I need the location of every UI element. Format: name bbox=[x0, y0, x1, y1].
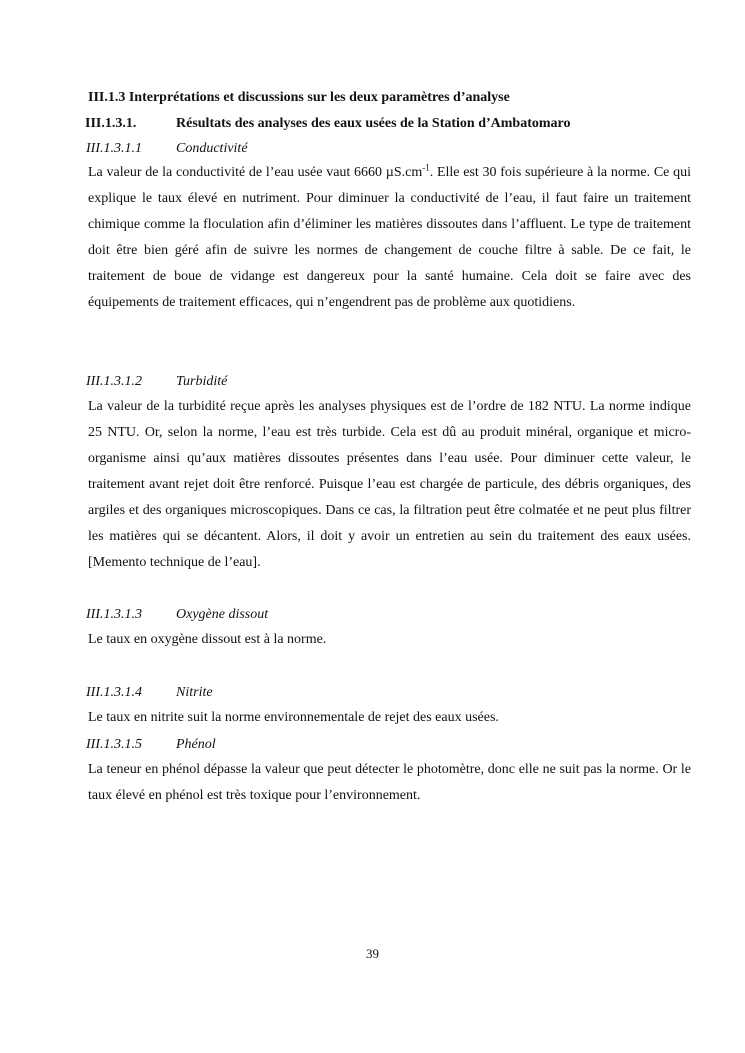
section-number: III.1.3 bbox=[88, 90, 126, 105]
unit-exponent: -1 bbox=[422, 162, 430, 173]
heading-title: Conductivité bbox=[176, 141, 248, 156]
paragraph-text: . Elle est 30 fois supérieure à la norme. Ce qui explique le taux élevé en nutriment. Pour diminuer la conductivité de l’eau, il faut faire un traitement chimique comme la floculation afin d’éliminer les matières dissoutes dans l’affluent. Le type de traitement doit être bien géré afin de suivre les normes de changement de couche filtre à sable. De ce fait, le traitement de boue de vidange est dangereux pour la santé humaine. Cela doit se faire avec des équipements de traitement efficaces, qui n’engendrent pas de problème aux quotidiens. bbox=[88, 165, 691, 310]
paragraph-conductivite bbox=[88, 160, 691, 316]
heading-number: III.1.3.1.3 bbox=[86, 607, 142, 622]
paragraph-turbidite: La valeur de la turbidité reçue après les analyses physiques est de l’ordre de 182 NTU. La norme indique 25 NTU. Or, selon la norme, l’eau est très turbide. Cela est dû au produit minéral, organique et micro-organisme ainsi qu’aux matières dissoutes présentes dans l’eau usée. Pour diminuer cette valeur, le traitement avant rejet doit être renforcé. Puisque l’eau est chargée de particule, des débris organiques, des argiles et des organiques microscopiques. Dans ce cas, la filtration peut être colmatée et ne peut plus filtrer les matières qui se décantent. Alors, il doit y avoir un entretien au sein du traitement des eaux usées. [Memento technique de l’eau]. bbox=[88, 399, 691, 570]
heading-title: Phénol bbox=[176, 737, 216, 752]
section-heading bbox=[88, 90, 510, 106]
heading-number: III.1.3.1.2 bbox=[86, 374, 142, 389]
heading-title: Turbidité bbox=[176, 374, 228, 389]
paragraph-nitrite: Le taux en nitrite suit la norme environnementale de rejet des eaux usées. bbox=[88, 710, 499, 725]
heading-nitrite bbox=[86, 685, 213, 701]
subsection-title: Résultats des analyses des eaux usées de la Station d’Ambatomaro bbox=[176, 116, 571, 131]
heading-oxygene-dissout bbox=[86, 607, 268, 623]
paragraph-text: La valeur de la conductivité de l’eau usée vaut 6660 µS.cm bbox=[88, 165, 423, 180]
subsection-heading bbox=[85, 116, 570, 132]
heading-turbidite bbox=[86, 374, 227, 390]
page-number: 39 bbox=[366, 946, 379, 961]
heading-conductivite bbox=[86, 141, 248, 157]
heading-number: III.1.3.1.5 bbox=[86, 737, 142, 752]
section-title: Interprétations et discussions sur les deux paramètres d’analyse bbox=[128, 90, 510, 105]
heading-title: Nitrite bbox=[176, 685, 213, 700]
heading-number: III.1.3.1.1 bbox=[86, 141, 142, 156]
subsection-number: III.1.3.1. bbox=[85, 116, 137, 131]
heading-phenol bbox=[86, 737, 216, 753]
paragraph-oxygene-dissout: Le taux en oxygène dissout est à la norme. bbox=[88, 632, 327, 647]
heading-title: Oxygène dissout bbox=[176, 607, 269, 622]
heading-number: III.1.3.1.4 bbox=[86, 685, 142, 700]
paragraph-phenol: La teneur en phénol dépasse la valeur que peut détecter le photomètre, donc elle ne suit pas la norme. Or le taux élevé en phénol est très toxique pour l’environnement. bbox=[88, 762, 691, 803]
